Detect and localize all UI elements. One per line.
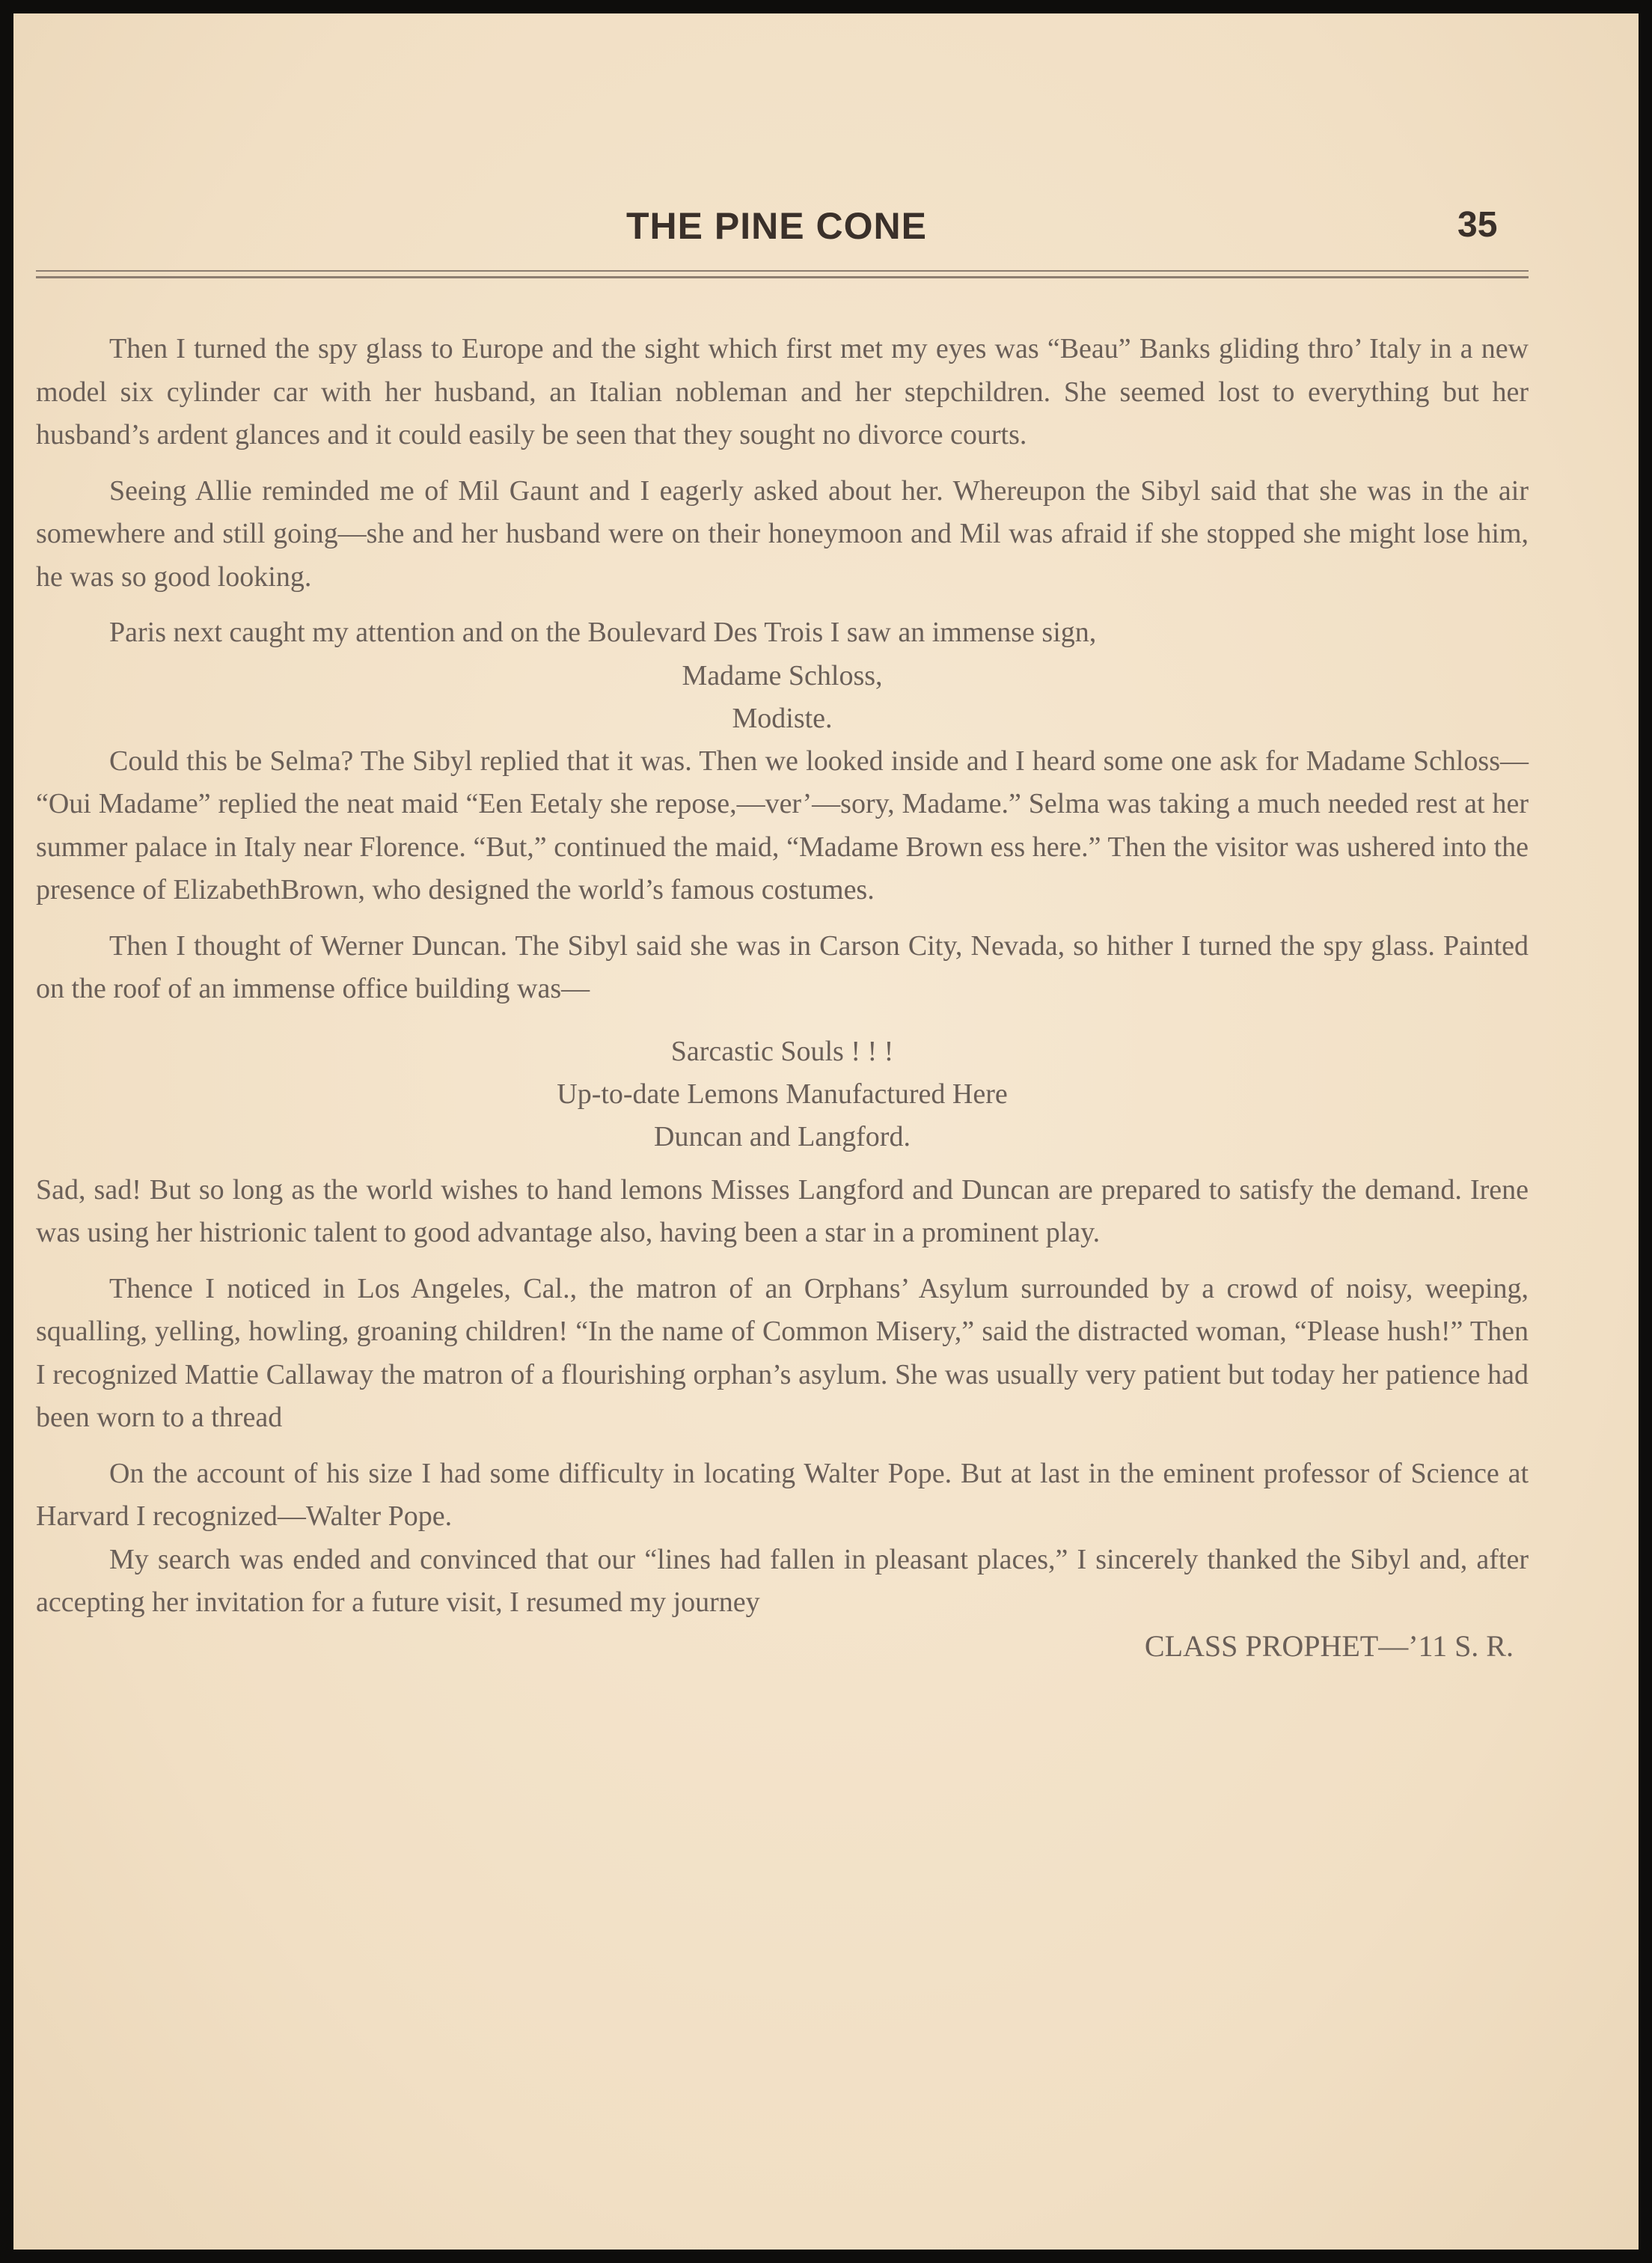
paragraph-orphans: Thence I noticed in Los Angeles, Cal., the matron of an Orphans’ Asylum surrounded by a crowd of noisy, weeping, squalling, yelling, howling, groaning children! “In the name of Common Misery,” said the distracted woman, “Please hush!” Then I recognized Mattie Callaway the matron of a flourishing orphan’s asylum. She was usually very patient but today her patience had been worn to a thread xyxy=(36,1272,1529,1433)
sign-line: Madame Schloss, xyxy=(682,659,883,691)
sign-line: Duncan and Langford. xyxy=(654,1120,911,1152)
signature: CLASS PROPHET—’11 S. R. xyxy=(1144,1628,1514,1663)
header-rule-bottom xyxy=(36,276,1529,278)
paragraph-allie: Seeing Allie reminded me of Mil Gaunt and I eagerly asked about her. Whereupon the Sibyl said that she was in the air somewhere and still going—she and her husband were on their honeymoon and Mil was afraid if she stopped she might lose him, he was so good looking. xyxy=(36,474,1529,593)
sign-line: Up-to-date Lemons Manufactured Here xyxy=(557,1078,1008,1110)
paragraph-sad: Sad, sad! But so long as the world wishes to hand lemons Misses Langford and Duncan are prepared to satisfy the demand. Irene was using her histrionic talent to good advantage also, having been a star in a prominent play. xyxy=(36,1173,1529,1248)
sign-line: Sarcastic Souls ! ! ! xyxy=(670,1035,894,1067)
paragraph-paris: Paris next caught my attention and on the Boulevard Des Trois I saw an immense sign, xyxy=(109,617,1097,648)
sign-lemons xyxy=(36,1030,1529,1158)
sign-line: Modiste. xyxy=(732,702,833,734)
paragraph-werner: Then I thought of Werner Duncan. The Sibyl said she was in Carson City, Nevada, so hither I turned the spy glass. Painted on the roof of an immense office building was— xyxy=(36,929,1529,1004)
page-title: THE PINE CONE xyxy=(626,205,927,247)
page-number: 35 xyxy=(1457,205,1498,245)
page-header xyxy=(13,13,1639,283)
article-body xyxy=(36,328,1529,1667)
paragraph-europe: Then I turned the spy glass to Europe and the sight which first met my eyes was “Beau” Banks gliding thro’ Italy in a new model six cylinder car with her husband, an Italian nobleman and her stepchildren. She seemed lost to everything but her husband’s ardent glances and it could easily be seen that they sought no divorce courts. xyxy=(36,333,1529,451)
magazine-page xyxy=(13,13,1639,2250)
paragraph-selma: Could this be Selma? The Sibyl replied that it was. Then we looked inside and I heard some one ask for Madame Schloss— “Oui Madame” replied the neat maid “Een Eetaly she repose,—ver’—sory, Madame.” Selma was taking a much needed rest at her summer palace in Italy near Florence. “But,” continued the maid, “Madame Brown ess here.” Then the visitor was ushered into the presence of ElizabethBrown, who designed the world’s famous costumes. xyxy=(36,745,1529,905)
header-rule-top xyxy=(36,270,1529,272)
sign-modiste xyxy=(36,655,1529,740)
paragraph-conclusion: My search was ended and convinced that our “lines had fallen in pleasant places,” I sincerely thanked the Sibyl and, after accepting her invitation for a future visit, I resumed my journey xyxy=(36,1543,1529,1618)
paragraph-walter-pope: On the account of his size I had some difficulty in locating Walter Pope. But at last in the eminent professor of Science at Harvard I recognized—Walter Pope. xyxy=(36,1457,1529,1532)
